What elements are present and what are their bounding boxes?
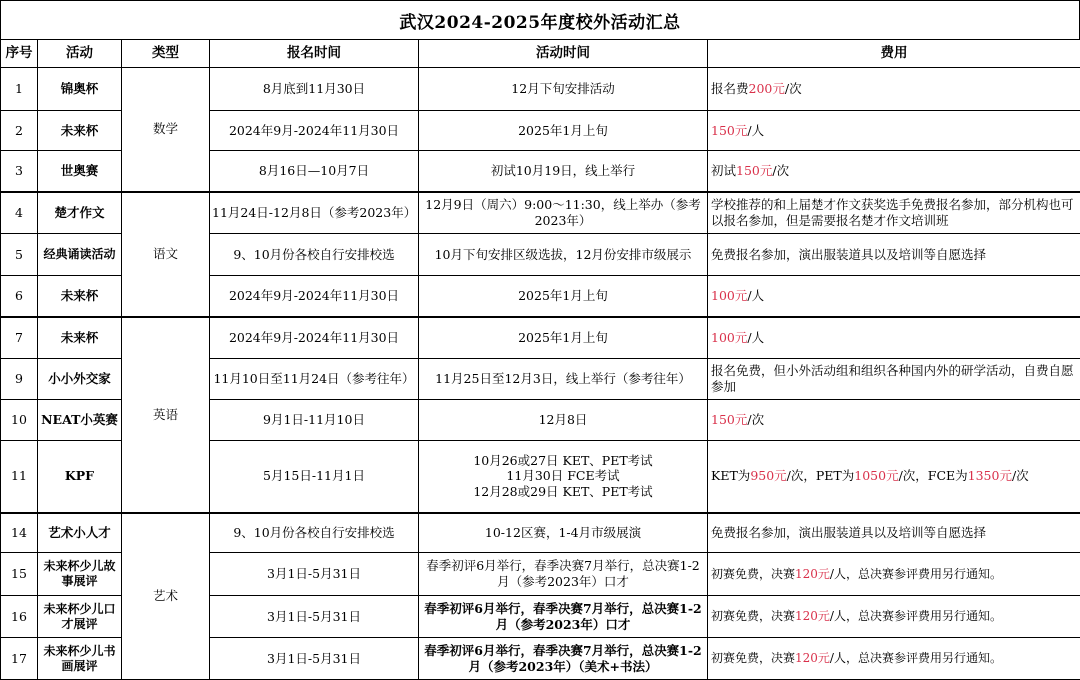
header-type: 类型 (122, 40, 210, 68)
row-number: 16 (1, 596, 38, 638)
table-row (1, 192, 1080, 234)
activity-time: 春季初评6月举行，春季决赛7月举行，总决赛1-2月（参考2023年）（美术+书法） (419, 638, 708, 680)
table-row (1, 68, 1080, 111)
header-no: 序号 (1, 40, 38, 68)
registration-time: 11月24日-12月8日（参考2023年） (210, 192, 419, 234)
registration-time: 2024年9月-2024年11月30日 (210, 111, 419, 151)
fee: 100元/人 (708, 276, 1080, 317)
exam-date-line: 10月26或27日 KET、PET考试 (473, 452, 653, 468)
row-number: 5 (1, 234, 38, 276)
registration-time: 9月1日-11月10日 (210, 400, 419, 441)
fee: 初赛免费，决赛120元/人，总决赛参评费用另行通知。 (708, 553, 1080, 596)
header-row (1, 40, 1080, 68)
registration-time: 8月16日—10月7日 (210, 151, 419, 192)
activity-time: 2025年1月上旬 (419, 276, 708, 317)
row-number: 10 (1, 400, 38, 441)
registration-time: 11月10日至11月24日（参考往年） (210, 359, 419, 400)
activity-time: 11月25日至12月3日，线上举行（参考往年） (419, 359, 708, 400)
activity-name: 小小外交家 (38, 359, 122, 400)
row-number: 15 (1, 553, 38, 596)
activity-name: 未来杯少儿书画展评 (38, 638, 122, 680)
fee: 150元/人 (708, 111, 1080, 151)
row-number: 6 (1, 276, 38, 317)
category-english: 英语 (122, 317, 210, 513)
activity-name: 世奥赛 (38, 151, 122, 192)
activity-table (0, 39, 1080, 680)
fee: 免费报名参加，演出服装道具以及培训等自愿选择 (708, 234, 1080, 276)
activity-name: 锦奥杯 (38, 68, 122, 111)
fee: KET为950元/次，PET为1050元/次，FCE为1350元/次 (708, 441, 1080, 513)
exam-date-line: 11月30日 FCE考试 (506, 468, 620, 484)
row-number: 3 (1, 151, 38, 192)
row-number: 17 (1, 638, 38, 680)
registration-time: 9、10月份各校自行安排校选 (210, 513, 419, 553)
row-number: 4 (1, 192, 38, 234)
registration-time: 9、10月份各校自行安排校选 (210, 234, 419, 276)
activity-name: KPF (38, 441, 122, 513)
activity-name: 楚才作文 (38, 192, 122, 234)
activity-time: 12月9日（周六）9:00～11:30，线上举办（参考2023年） (419, 192, 708, 234)
activity-time: 12月下旬安排活动 (419, 68, 708, 111)
activity-time: 初试10月19日，线上举行 (419, 151, 708, 192)
table-row (1, 513, 1080, 553)
activity-name: 未来杯 (38, 111, 122, 151)
row-number: 7 (1, 317, 38, 359)
activity-name: 艺术小人才 (38, 513, 122, 553)
row-number: 1 (1, 68, 38, 111)
fee: 初试150元/次 (708, 151, 1080, 192)
activity-name: 未来杯少儿口才展评 (38, 596, 122, 638)
category-art: 艺术 (122, 513, 210, 680)
registration-time: 3月1日-5月31日 (210, 638, 419, 680)
activity-name: 未来杯少儿故事展评 (38, 553, 122, 596)
header-activity: 活动 (38, 40, 122, 68)
fee: 报名费200元/次 (708, 68, 1080, 111)
activity-time (419, 441, 708, 513)
header-activity-time: 活动时间 (419, 40, 708, 68)
table-row (1, 317, 1080, 359)
activity-name: 经典诵读活动 (38, 234, 122, 276)
activity-time: 10-12区赛，1-4月市级展演 (419, 513, 708, 553)
activity-name: 未来杯 (38, 317, 122, 359)
registration-time: 3月1日-5月31日 (210, 596, 419, 638)
activity-name: NEAT小英赛 (38, 400, 122, 441)
fee: 初赛免费，决赛120元/人，总决赛参评费用另行通知。 (708, 638, 1080, 680)
sheet-title: 武汉2024-2025年度校外活动汇总 (0, 0, 1080, 40)
fee: 报名免费，但小外活动组和组织各种国内外的研学活动，自费自愿参加 (708, 359, 1080, 400)
row-number: 11 (1, 441, 38, 513)
row-number: 2 (1, 111, 38, 151)
header-fee: 费用 (708, 40, 1080, 68)
fee: 初赛免费，决赛120元/人，总决赛参评费用另行通知。 (708, 596, 1080, 638)
registration-time: 5月15日-11月1日 (210, 441, 419, 513)
fee: 免费报名参加，演出服装道具以及培训等自愿选择 (708, 513, 1080, 553)
activity-time: 10月下旬安排区级选拔，12月份安排市级展示 (419, 234, 708, 276)
registration-time: 8月底到11月30日 (210, 68, 419, 111)
category-chinese: 语文 (122, 192, 210, 317)
activity-time: 2025年1月上旬 (419, 111, 708, 151)
activity-time: 2025年1月上旬 (419, 317, 708, 359)
fee: 100元/人 (708, 317, 1080, 359)
registration-time: 2024年9月-2024年11月30日 (210, 317, 419, 359)
row-number: 14 (1, 513, 38, 553)
activity-time: 12月8日 (419, 400, 708, 441)
header-reg-time: 报名时间 (210, 40, 419, 68)
activity-time: 春季初评6月举行，春季决赛7月举行，总决赛1-2月（参考2023年）口才 (419, 596, 708, 638)
category-math: 数学 (122, 68, 210, 192)
row-number: 9 (1, 359, 38, 400)
registration-time: 3月1日-5月31日 (210, 553, 419, 596)
fee: 150元/次 (708, 400, 1080, 441)
registration-time: 2024年9月-2024年11月30日 (210, 276, 419, 317)
activity-time: 春季初评6月举行，春季决赛7月举行，总决赛1-2月（参考2023年）口才 (419, 553, 708, 596)
exam-date-line: 12月28或29日 KET、PET考试 (473, 484, 653, 500)
activity-name: 未来杯 (38, 276, 122, 317)
fee: 学校推荐的和上届楚才作文获奖选手免费报名参加，部分机构也可以报名参加，但是需要报名楚才作文培训班 (708, 192, 1080, 234)
